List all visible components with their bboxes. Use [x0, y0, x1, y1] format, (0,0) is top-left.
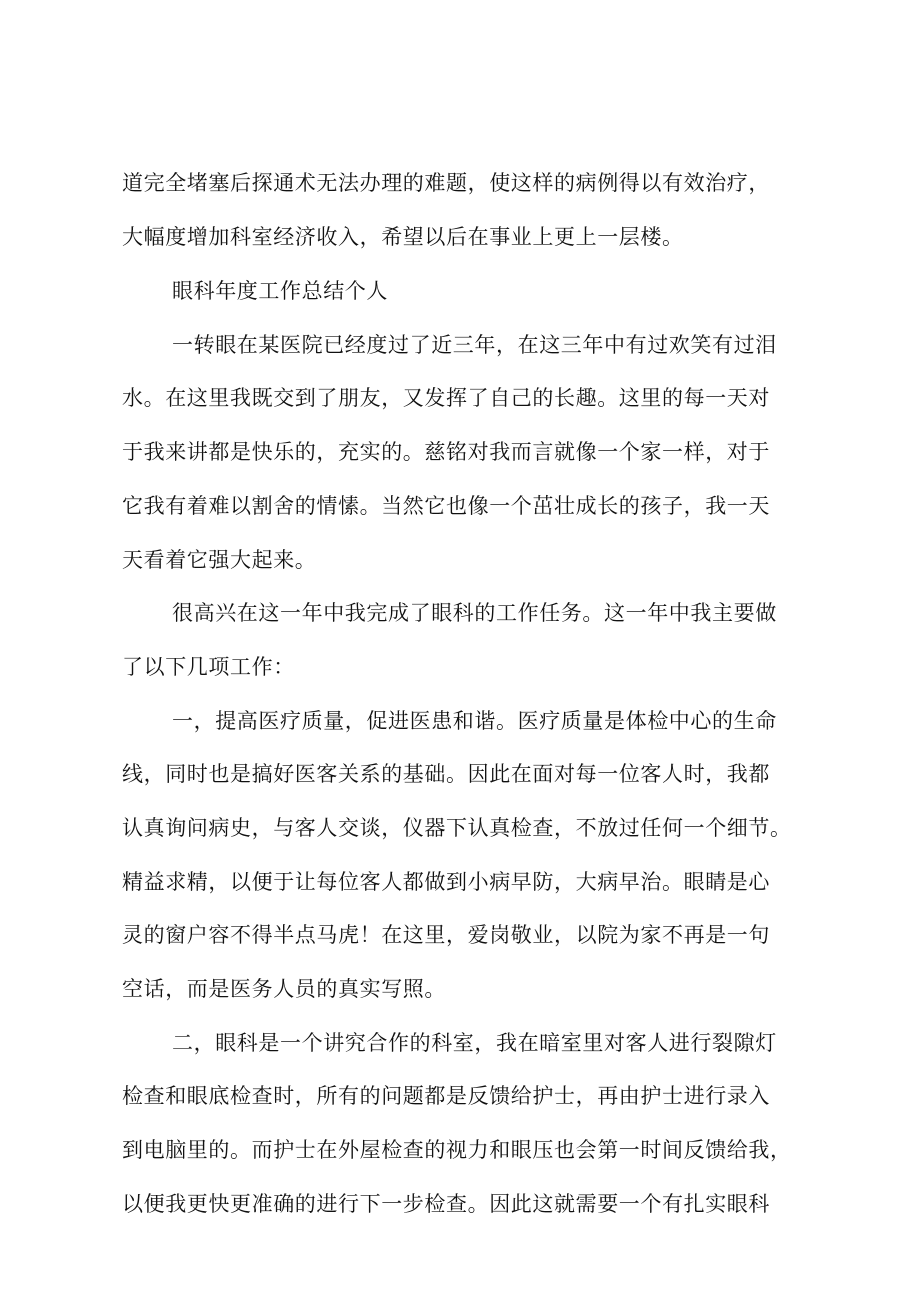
text-line-7: 它我有着难以割舍的情愫。当然它也像一个茁壮成长的孩子，我一天 [122, 494, 770, 518]
text-line-10: 了以下几项工作： [122, 655, 295, 679]
text-line-20: 以便我更快更准确的进行下一步检查。因此这就需要一个有扎实眼科 [122, 1192, 770, 1216]
text-line-13: 认真询问病史，与客人交谈，仪器下认真检查，不放过任何一个细节。 [122, 816, 792, 840]
text-line-15: 灵的窗户容不得半点马虎！在这里，爱岗敬业，以院为家不再是一句 [122, 923, 770, 947]
text-line-4: 一转眼在某医院已经度过了近三年，在这三年中有过欢笑有过泪 [172, 333, 777, 357]
text-line-17: 二，眼科是一个讲究合作的科室，我在暗室里对客人进行裂隙灯 [172, 1031, 777, 1055]
text-line-16: 空话，而是医务人员的真实写照。 [122, 977, 446, 1001]
text-line-5: 水。在这里我既交到了朋友，又发挥了自己的长趣。这里的每一天对 [122, 386, 770, 410]
text-line-11: 一，提高医疗质量，促进医患和谐。医疗质量是体检中心的生命 [172, 709, 777, 733]
text-line-8: 天看着它强大起来。 [122, 548, 317, 572]
text-line-6: 于我来讲都是快乐的，充实的。慈铭对我而言就像一个家一样，对于 [122, 440, 770, 464]
text-line-9: 很高兴在这一年中我完成了眼科的工作任务。这一年中我主要做 [172, 601, 777, 625]
text-line-2: 大幅度增加科室经济收入，希望以后在事业上更上一层楼。 [122, 225, 684, 249]
section-heading: 眼科年度工作总结个人 [172, 279, 388, 303]
text-line-12: 线，同时也是搞好医客关系的基础。因此在面对每一位客人时，我都 [122, 762, 770, 786]
text-line-18: 检查和眼底检查时，所有的问题都是反馈给护士，再由护士进行录入 [122, 1084, 770, 1108]
text-line-1: 道完全堵塞后探通术无法办理的难题，使这样的病例得以有效治疗， [122, 171, 770, 195]
text-line-19: 到电脑里的。而护士在外屋检查的视力和眼压也会第一时间反馈给我， [122, 1138, 792, 1162]
text-line-14: 精益求精，以便于让每位客人都做到小病早防，大病早治。眼睛是心 [122, 870, 770, 894]
